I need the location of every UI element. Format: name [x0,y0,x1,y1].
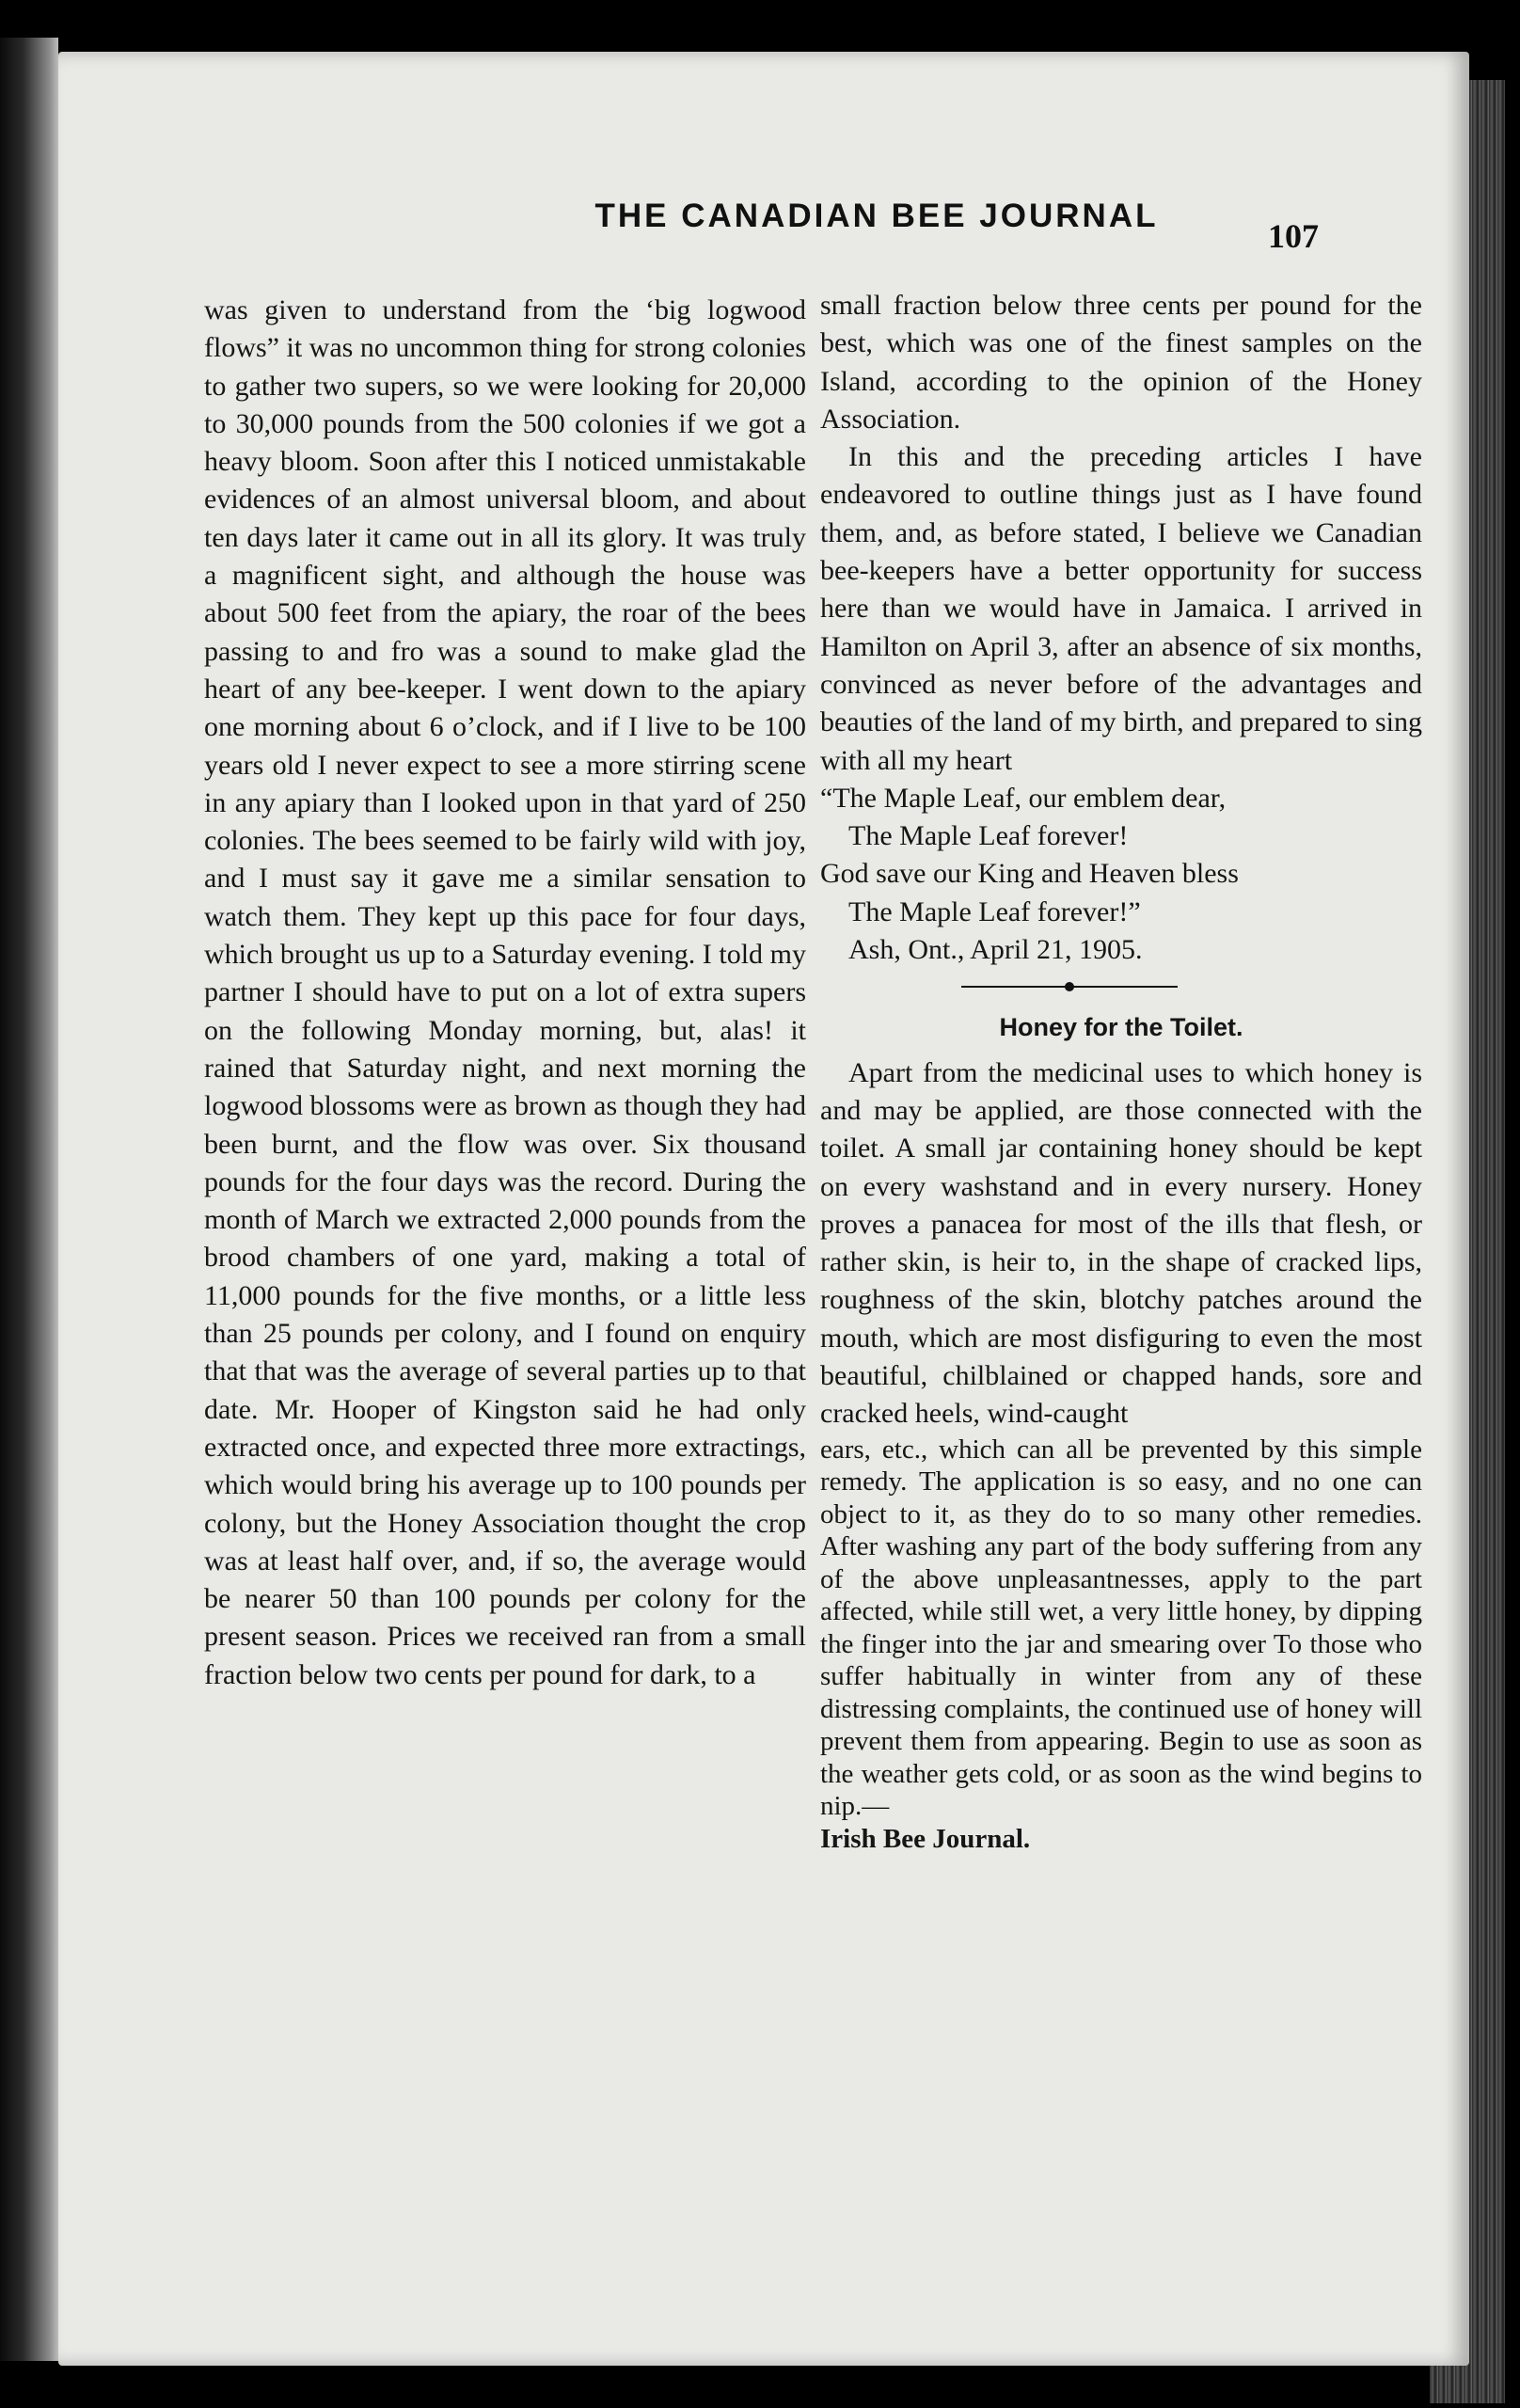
divider-dot [1065,982,1074,991]
section-title: Honey for the Toilet. [999,1013,1243,1042]
poem [820,780,1422,931]
book-page [58,52,1469,2366]
right-column [820,287,1422,1855]
left-column [204,292,806,1694]
poem-line: The Maple Leaf forever!” [848,895,1141,927]
poem-line: The Maple Leaf forever! [848,820,1129,852]
poem-line: “The Maple Leaf, our emblem dear, [820,782,1227,814]
scan-left-margin [0,38,58,2361]
attribution: Irish Bee Journal. [820,1823,1031,1854]
page-number: 107 [1268,217,1319,255]
running-header [58,198,1469,235]
right-para-2: In this and the preceding articles I have endeavored to outline things just as I have found them, and, as before stated, I believe we Canadian bee-keepers have a better opportunity for success here than we would have in Jamaica. I arrived in Hamilton on April 3, after an absence of six months, convinced as never before of the advantages and beauties of the land of my birth, and prepared to sing with all my heart [820,441,1422,776]
poem-line: God save our King and Heaven bless [820,858,1239,890]
signoff: Ash, Ont., April 21, 1905. [848,934,1143,966]
honey-para-2: ears, etc., which can all be prevented by this simple remedy. The application is so easy, and no one can object to it, as they do to so many other remedies. After washing any part of the body suffering from any of the above unpleasantnesses, apply to the part affected, while still wet, a very little honey, by dipping the finger into the jar and smearing over To those who suffer habitually in winter from any of these distressing complaints, the continued use of honey will prevent them from appearing. Begin to use as soon as the weather gets cold, or as soon as the wind begins to nip.— [820,1434,1422,1822]
section-divider [820,974,1422,999]
left-column-text: was given to understand from the ‘big logwood flows” it was no uncommon thing for strong colonies to gather two supers, so we were looking for 20,000 to 30,000 pounds from the 500 colonies if we got a heavy bloom. Soon after this I noticed unmistakable evidences of an almost universal bloom, and about ten days later it came out in all its glory. It was truly a magnificent sight, and although the house was about 500 feet from the apiary, the roar of the bees passing to and fro was a sound to make glad the heart of any bee-keeper. I went down to the apiary one morning about 6 o’clock, and if I live to be 100 years old I never expect to see a more stirring scene in any apiary than I looked upon in that yard of 250 colonies. The bees seemed to be fairly wild with joy, and I must say it gave me a similar sensation to watch them. They kept up this pace for four days, which brought us up to a Saturday evening. I told my partner I should have to put on a lot of extra supers on the following Monday morning, but, alas! it rained that Saturday night, and next morning the logwood blossoms were as brown as though they had been burnt, and the flow was over. Six thousand pounds for the four days was the record. During the month of March we extracted 2,000 pounds from the brood chambers of one yard, making a total of 11,000 pounds for the five months, or a little less than 25 pounds per colony, and I found on enquiry that that was the average of several parties up to that date. Mr. Hooper of Kingston said he had only extracted once, and expected three more extractings, which would bring his average up to 100 pounds per colony, but the Honey Association thought the crop was at least half over, and, if so, the average would be nearer 50 than 100 pounds per colony for the present season. Prices we received ran from a small fraction below two cents per pound for dark, to a [204,294,806,1690]
right-para-1: small fraction below three cents per pound for the best, which was one of the finest samples on the Island, according to the opinion of the Honey Association. [820,290,1422,435]
journal-title: THE CANADIAN BEE JOURNAL [594,198,1159,234]
honey-para-1: Apart from the medicinal uses to which honey is and may be applied, are those connected with the toilet. A small jar containing honey should be kept on every washstand and in every nursery. Honey proves a panacea for most of the ills that flesh, or rather skin, is heir to, in the shape of cracked lips, roughness of the skin, blotchy patches around the mouth, which are most disfiguring to even the most beautiful, chilblained or chapped hands, sore and cracked heels, wind-caught [820,1056,1422,1430]
